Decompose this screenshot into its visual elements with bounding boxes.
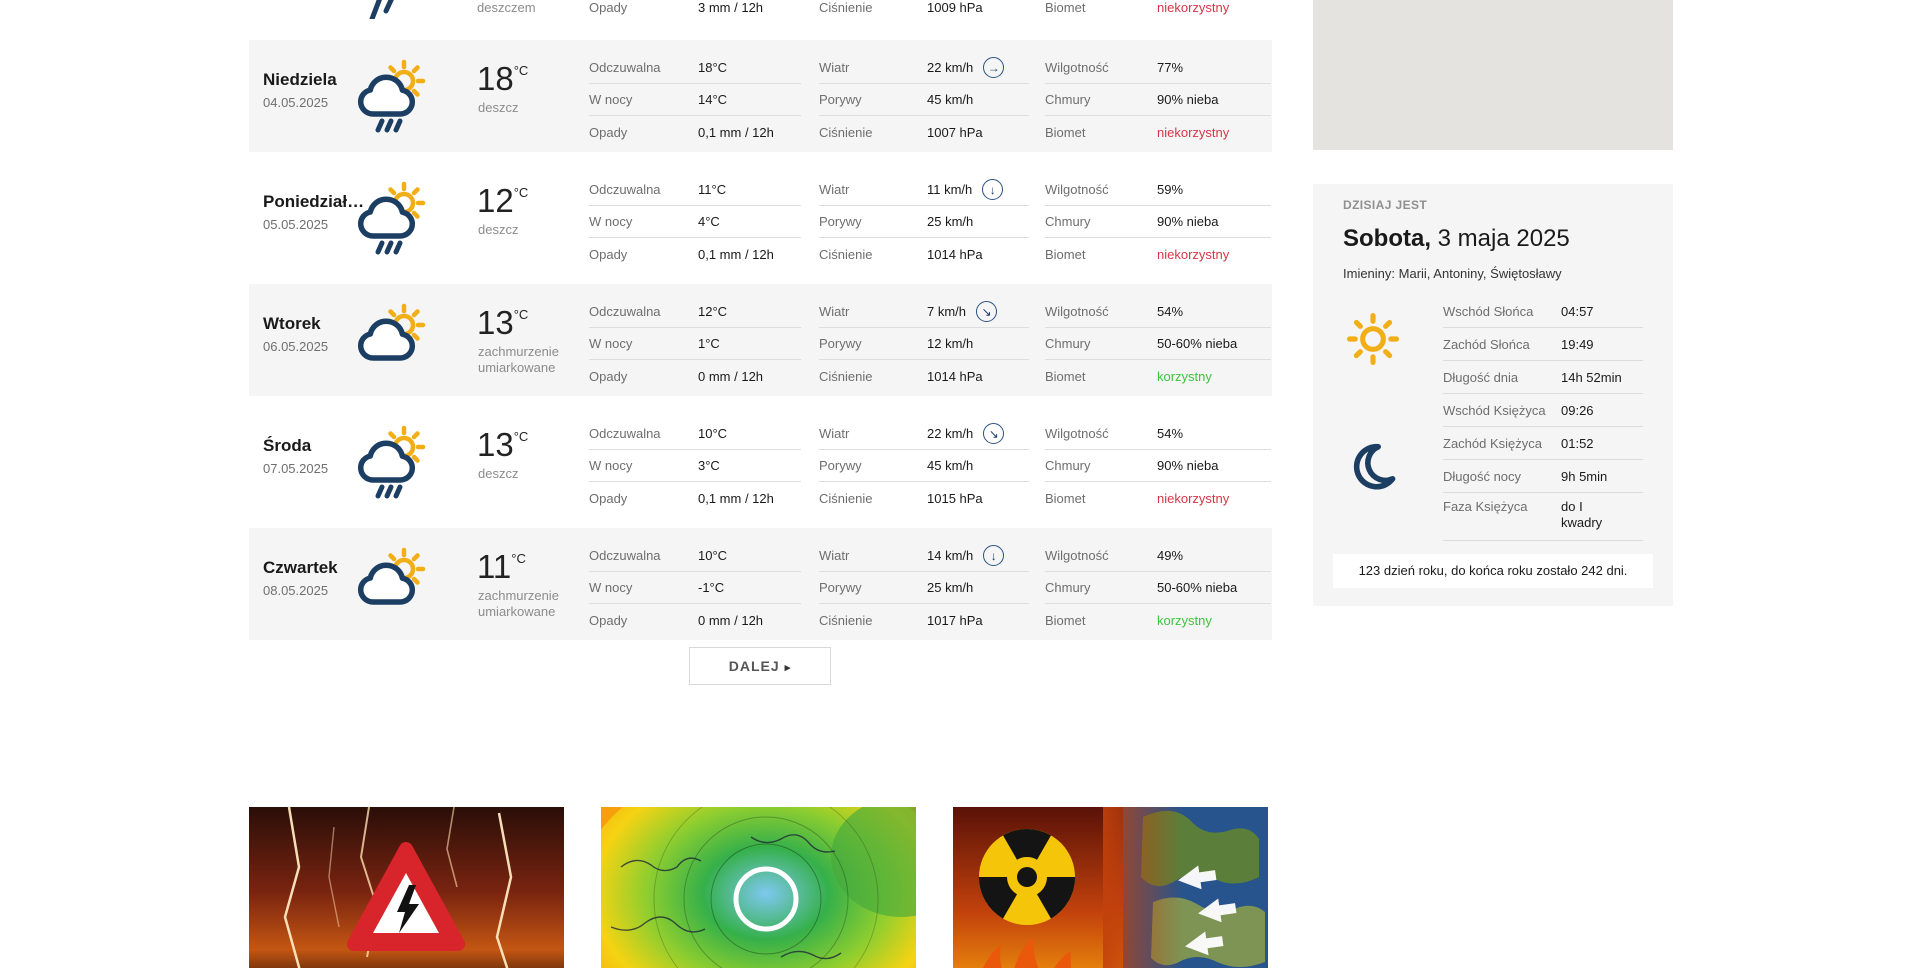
ad-placeholder <box>1313 0 1673 150</box>
detail-label: Porywy <box>819 580 862 595</box>
detail-value: 90% nieba <box>1157 458 1219 473</box>
details-column-1 <box>589 52 801 148</box>
detail-label: Opady <box>589 612 628 628</box>
detail-line <box>819 174 1029 206</box>
day-date: 04.05.2025 <box>263 95 329 110</box>
forecast-row[interactable] <box>249 284 1272 396</box>
detail-value: 54% <box>1157 304 1184 319</box>
forecast-row[interactable] <box>249 406 1272 518</box>
details-column-2 <box>819 540 1029 636</box>
astro-row-sunrise: Wschód Słońca 04:57 <box>1443 295 1643 328</box>
cloud-sun-rain-icon <box>351 178 433 260</box>
weather-description: deszcz <box>478 100 519 115</box>
caret-right-icon: ▸ <box>784 662 792 674</box>
detail-label: W nocy <box>589 336 633 351</box>
day-name: Poniedział… <box>263 192 365 211</box>
cloud-sun-icon <box>351 544 433 626</box>
detail-label: Biomet <box>1045 612 1086 628</box>
detail-value: niekorzystny <box>1157 490 1230 506</box>
temperature-value: 12 <box>477 182 514 219</box>
detail-value: 0 mm / 12h <box>698 612 764 628</box>
detail-value: 0,1 mm / 12h <box>698 124 774 140</box>
detail-label: Biomet <box>1045 124 1086 140</box>
forecast-row[interactable] <box>249 162 1272 274</box>
detail-line <box>1045 174 1271 206</box>
detail-label: Opady <box>589 368 628 384</box>
detail-label: Biomet <box>1045 246 1086 262</box>
day-temperature <box>477 304 528 342</box>
detail-line <box>819 328 1029 360</box>
detail-label: Opady <box>589 124 628 140</box>
weekday: Sobota, <box>1343 225 1431 252</box>
wind-direction-icon: ↓ <box>983 545 1004 566</box>
details-column-2 <box>819 174 1029 270</box>
detail-value: 10°C <box>698 426 728 441</box>
day-temperature <box>477 182 528 220</box>
detail-value: 22 km/h ↘ <box>927 423 1004 444</box>
weather-description: zachmurzenie umiarkowane <box>478 344 559 375</box>
detail-value: 1014 hPa <box>927 246 983 262</box>
detail-label: Wiatr <box>819 548 850 563</box>
day-date: 05.05.2025 <box>263 217 329 232</box>
detail-label: Biomet <box>1045 490 1086 506</box>
day-temperature <box>477 60 528 98</box>
detail-value: 1017 hPa <box>927 612 983 628</box>
detail-pressure: Ciśnienie 1009 hPa <box>819 0 983 15</box>
detail-label: Chmury <box>1045 458 1091 473</box>
detail-label: Odczuwalna <box>589 548 661 563</box>
detail-value: niekorzystny <box>1157 124 1230 140</box>
detail-value: 12 km/h <box>927 336 974 351</box>
detail-value: 0,1 mm / 12h <box>698 490 774 506</box>
detail-line <box>819 540 1029 572</box>
detail-value: 1°C <box>698 336 720 351</box>
day-name: Czwartek <box>263 558 338 577</box>
detail-label: Porywy <box>819 214 862 229</box>
temperature-value: 11 <box>477 548 512 585</box>
detail-line <box>1045 572 1271 604</box>
detail-label: Opady <box>589 246 628 262</box>
detail-label: Wilgotność <box>1045 304 1109 319</box>
astro-info <box>1343 295 1643 541</box>
temperature-value: 13 <box>477 426 514 463</box>
detail-line <box>1045 450 1271 482</box>
astro-row-moonrise: Wschód Księżyca 09:26 <box>1443 394 1643 427</box>
detail-value: 90% nieba <box>1157 214 1219 229</box>
cloud-sun-rain-icon <box>351 422 433 504</box>
day-name: Niedziela <box>263 70 337 89</box>
cloud-sun-rain-icon <box>351 56 433 138</box>
detail-line <box>1045 84 1271 116</box>
detail-label: Ciśnienie <box>819 490 873 506</box>
detail-value: 14°C <box>698 92 728 107</box>
day-temperature <box>477 548 526 586</box>
moon-icon <box>1351 441 1399 496</box>
detail-value: 25 km/h <box>927 214 974 229</box>
detail-line <box>1045 52 1271 84</box>
detail-label: Odczuwalna <box>589 426 661 441</box>
details-column-1 <box>589 540 801 636</box>
detail-label: Wiatr <box>819 426 850 441</box>
detail-label: Opady <box>589 490 628 506</box>
detail-value: 90% nieba <box>1157 92 1219 107</box>
detail-value: 45 km/h <box>927 458 974 473</box>
details-column-3 <box>1045 174 1271 270</box>
temperature-unit: °C <box>513 307 529 322</box>
detail-value: 4°C <box>698 214 720 229</box>
detail-line <box>1045 328 1271 360</box>
detail-label: Wilgotność <box>1045 426 1109 441</box>
detail-line <box>589 604 801 636</box>
detail-value: 7 km/h ↘ <box>927 301 997 322</box>
today-card <box>1313 184 1673 606</box>
detail-line <box>1045 238 1271 270</box>
detail-value: 1015 hPa <box>927 490 983 506</box>
detail-line <box>819 482 1029 514</box>
day-date: 06.05.2025 <box>263 339 329 354</box>
detail-label: Wiatr <box>819 182 850 197</box>
detail-line <box>1045 482 1271 514</box>
detail-line <box>819 116 1029 148</box>
detail-value: 0,1 mm / 12h <box>698 246 774 262</box>
weather-description: deszcz <box>478 222 519 237</box>
detail-value: 77% <box>1157 60 1184 75</box>
sun-icon <box>1343 309 1403 374</box>
today-date-title <box>1343 225 1643 253</box>
detail-line <box>589 540 801 572</box>
detail-label: Odczuwalna <box>589 182 661 197</box>
detail-value: 59% <box>1157 182 1184 197</box>
detail-label: Ciśnienie <box>819 124 873 140</box>
detail-line <box>819 360 1029 392</box>
astro-row-day-length: Długość dnia 14h 52min <box>1443 361 1643 394</box>
detail-line <box>819 84 1029 116</box>
detail-line <box>589 296 801 328</box>
day-temperature <box>477 426 528 464</box>
detail-value: 18°C <box>698 60 728 75</box>
detail-label: Biomet <box>1045 368 1086 384</box>
detail-value: 50-60% nieba <box>1157 336 1238 351</box>
weather-description: deszcz <box>478 466 519 481</box>
detail-label: W nocy <box>589 580 633 595</box>
detail-line <box>819 238 1029 270</box>
detail-line <box>819 206 1029 238</box>
more-button[interactable]: DALEJ ▸ <box>689 647 831 685</box>
detail-line <box>589 206 801 238</box>
details-column-3 <box>1045 52 1271 148</box>
forecast-row[interactable] <box>249 40 1272 152</box>
detail-label: Chmury <box>1045 92 1091 107</box>
detail-line <box>819 296 1029 328</box>
detail-precip: Opady 3 mm / 12h <box>589 0 764 15</box>
detail-value: korzystny <box>1157 612 1212 628</box>
detail-line <box>819 572 1029 604</box>
weather-description: deszczem <box>477 0 536 15</box>
detail-value: 11°C <box>698 182 727 197</box>
sidebar <box>1313 0 1673 578</box>
details-column-1 <box>589 174 801 270</box>
detail-line <box>589 328 801 360</box>
temperature-unit: °C <box>513 63 529 78</box>
forecast-list <box>249 0 1272 968</box>
detail-line <box>1045 418 1271 450</box>
detail-value: korzystny <box>1157 368 1212 384</box>
detail-label: Ciśnienie <box>819 612 873 628</box>
detail-label: Chmury <box>1045 214 1091 229</box>
detail-value: -1°C <box>698 580 725 595</box>
article-thumbnail-weather-map[interactable] <box>601 807 916 968</box>
astro-row-moonset: Zachód Księżyca 01:52 <box>1443 427 1643 460</box>
detail-line <box>589 174 801 206</box>
detail-line <box>819 450 1029 482</box>
detail-value: 25 km/h <box>927 580 974 595</box>
detail-label: Wilgotność <box>1045 60 1109 75</box>
detail-line <box>589 482 801 514</box>
detail-value: 10°C <box>698 548 728 563</box>
astro-row-night-length: Długość nocy 9h 5min <box>1443 460 1643 493</box>
date-text: 3 maja 2025 <box>1431 225 1570 252</box>
detail-line <box>1045 206 1271 238</box>
detail-label: Odczuwalna <box>589 60 661 75</box>
detail-biomet: Biomet niekorzystny <box>1045 0 1230 15</box>
detail-line <box>1045 540 1271 572</box>
temperature-unit: °C <box>511 551 526 566</box>
detail-value: niekorzystny <box>1157 246 1230 262</box>
detail-value: 12°C <box>698 304 728 319</box>
detail-label: Odczuwalna <box>589 304 661 319</box>
detail-line <box>1045 296 1271 328</box>
detail-value: 1007 hPa <box>927 124 983 140</box>
wind-direction-icon: ↘ <box>976 301 997 322</box>
detail-label: W nocy <box>589 92 633 107</box>
article-thumbnail-radiation[interactable] <box>953 807 1268 968</box>
detail-line <box>819 418 1029 450</box>
detail-value: 50-60% nieba <box>1157 580 1238 595</box>
detail-label: Wiatr <box>819 304 850 319</box>
forecast-rows <box>249 40 1272 650</box>
detail-line <box>589 116 801 148</box>
detail-label: Porywy <box>819 458 862 473</box>
detail-value: 45 km/h <box>927 92 974 107</box>
day-date: 08.05.2025 <box>263 583 329 598</box>
forecast-row-partial[interactable] <box>249 0 1272 20</box>
detail-line <box>1045 360 1271 392</box>
details-column-2 <box>819 296 1029 392</box>
detail-label: Wiatr <box>819 60 850 75</box>
temperature-value: 13 <box>477 304 514 341</box>
detail-line <box>819 52 1029 84</box>
detail-label: Porywy <box>819 336 862 351</box>
detail-value: 1014 hPa <box>927 368 983 384</box>
detail-label: Porywy <box>819 92 862 107</box>
detail-value: 49% <box>1157 548 1184 563</box>
today-label: DZISIAJ JEST <box>1343 198 1428 212</box>
details-column-1 <box>589 296 801 392</box>
detail-value: 14 km/h ↓ <box>927 545 1004 566</box>
detail-line <box>589 418 801 450</box>
detail-line <box>589 84 801 116</box>
details-column-3 <box>1045 418 1271 514</box>
temperature-value: 18 <box>477 60 514 97</box>
detail-line <box>1045 116 1271 148</box>
detail-label: Ciśnienie <box>819 246 873 262</box>
detail-value: 54% <box>1157 426 1184 441</box>
article-thumbnails <box>249 807 1268 968</box>
details-column-3 <box>1045 296 1271 392</box>
detail-label: Wilgotność <box>1045 548 1109 563</box>
day-name: Środa <box>263 436 312 455</box>
detail-line <box>589 52 801 84</box>
detail-line <box>589 360 801 392</box>
detail-value: 3°C <box>698 458 720 473</box>
temperature-unit: °C <box>513 429 529 444</box>
details-column-3 <box>1045 540 1271 636</box>
detail-line <box>819 604 1029 636</box>
detail-label: Wilgotność <box>1045 182 1109 197</box>
forecast-row[interactable] <box>249 528 1272 640</box>
details-column-2 <box>819 418 1029 514</box>
astro-row-moon-phase: Faza Księżyca do I kwadry <box>1443 493 1643 541</box>
temperature-unit: °C <box>513 185 529 200</box>
namedays: Imieniny: Marii, Antoniny, Świętosławy <box>1343 266 1562 281</box>
cloud-sun-icon <box>351 300 433 382</box>
weather-description: zachmurzenie umiarkowane <box>478 588 559 619</box>
wind-direction-icon: → <box>983 57 1004 78</box>
detail-value: 0 mm / 12h <box>698 368 764 384</box>
wind-direction-icon: ↓ <box>982 179 1003 200</box>
detail-label: Ciśnienie <box>819 368 873 384</box>
wind-direction-icon: ↘ <box>983 423 1004 444</box>
article-thumbnail-storm-warning[interactable] <box>249 807 564 968</box>
detail-label: W nocy <box>589 214 633 229</box>
year-progress-note: 123 dzień roku, do końca roku zostało 242 dni. <box>1333 554 1653 588</box>
details-column-1 <box>589 418 801 514</box>
lightning-icon <box>365 0 399 24</box>
astro-row-sunset: Zachód Słońca 19:49 <box>1443 328 1643 361</box>
day-date: 07.05.2025 <box>263 461 329 476</box>
detail-value: 22 km/h → <box>927 57 1004 78</box>
detail-line <box>589 238 801 270</box>
detail-value: 11 km/h ↓ <box>927 179 1003 200</box>
detail-line <box>589 450 801 482</box>
detail-line <box>589 572 801 604</box>
detail-label: W nocy <box>589 458 633 473</box>
detail-label: Chmury <box>1045 580 1091 595</box>
detail-label: Chmury <box>1045 336 1091 351</box>
details-column-2 <box>819 52 1029 148</box>
day-name: Wtorek <box>263 314 321 333</box>
detail-line <box>1045 604 1271 636</box>
